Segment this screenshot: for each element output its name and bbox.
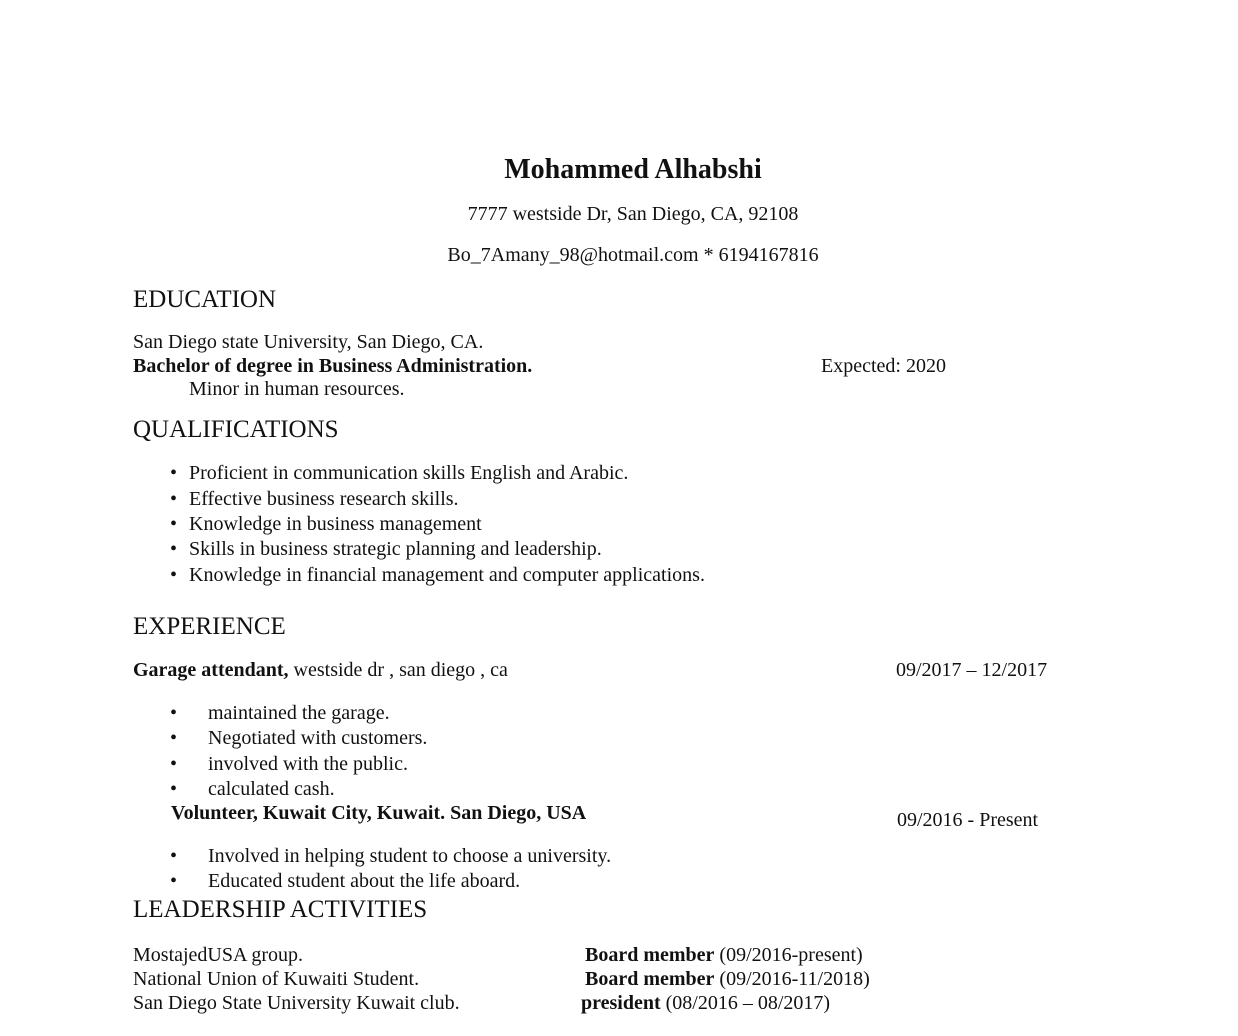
leadership-org: MostajedUSA group. xyxy=(133,944,303,966)
leadership-org: San Diego State University Kuwait club. xyxy=(133,992,460,1014)
resume-contact: Bo_7Amany_98@hotmail.com * 6194167816 xyxy=(447,244,819,266)
leadership-role-line xyxy=(581,993,830,1013)
job-duty: calculated cash. xyxy=(208,778,335,800)
bullet-dot-icon: • xyxy=(170,753,178,775)
job-title: Volunteer, Kuwait City, Kuwait. San Diego, USA xyxy=(171,802,587,824)
leadership-role: president xyxy=(581,992,661,1014)
qualification-item: Proficient in communication skills English and Arabic. xyxy=(189,462,629,484)
job-duty: involved with the public. xyxy=(208,753,408,775)
job-duty: maintained the garage. xyxy=(208,702,390,724)
bullet-dot-icon: • xyxy=(170,462,178,484)
leadership-dates: (08/2016 – 08/2017) xyxy=(660,992,831,1014)
bullet-dot-icon: • xyxy=(170,488,178,510)
bullet-dot-icon: • xyxy=(170,513,178,535)
experience-heading: EXPERIENCE xyxy=(133,613,286,640)
leadership-role-line xyxy=(585,969,870,989)
bullet-dot-icon: • xyxy=(170,870,178,892)
job-duty: Negotiated with customers. xyxy=(208,727,428,749)
leadership-org: National Union of Kuwaiti Student. xyxy=(133,968,420,990)
job-title-line xyxy=(133,660,508,680)
education-minor: Minor in human resources. xyxy=(189,378,405,400)
qualifications-heading: QUALIFICATIONS xyxy=(133,416,339,443)
bullet-dot-icon: • xyxy=(170,778,178,800)
education-degree: Bachelor of degree in Business Administration. xyxy=(133,355,533,377)
job-title: Garage attendant, xyxy=(133,659,289,681)
job-dates: 09/2017 – 12/2017 xyxy=(896,659,1048,681)
job-dates: 09/2016 - Present xyxy=(897,809,1039,831)
leadership-dates: (09/2016-present) xyxy=(714,944,863,966)
bullet-dot-icon: • xyxy=(170,702,178,724)
qualification-item: Skills in business strategic planning and leadership. xyxy=(189,538,602,560)
education-heading: EDUCATION xyxy=(133,286,277,313)
leadership-role: Board member xyxy=(585,968,715,990)
qualification-item: Effective business research skills. xyxy=(189,488,459,510)
education-school: San Diego state University, San Diego, CA. xyxy=(133,331,484,353)
resume-address: 7777 westside Dr, San Diego, CA, 92108 xyxy=(467,203,799,225)
qualification-item: Knowledge in financial management and computer applications. xyxy=(189,564,705,586)
leadership-role: Board member xyxy=(585,944,715,966)
job-duty: Educated student about the life aboard. xyxy=(208,870,521,892)
bullet-dot-icon: • xyxy=(170,727,178,749)
qualification-item: Knowledge in business management xyxy=(189,513,482,535)
education-expected: Expected: 2020 xyxy=(821,355,946,377)
bullet-dot-icon: • xyxy=(170,564,178,586)
leadership-heading: LEADERSHIP ACTIVITIES xyxy=(133,896,428,923)
bullet-dot-icon: • xyxy=(170,538,178,560)
job-duty: Involved in helping student to choose a university. xyxy=(208,845,612,867)
bullet-dot-icon: • xyxy=(170,845,178,867)
leadership-role-line xyxy=(585,945,863,965)
resume-name: Mohammed Alhabshi xyxy=(504,154,762,185)
job-location: westside dr , san diego , ca xyxy=(288,659,508,681)
leadership-dates: (09/2016-11/2018) xyxy=(714,968,870,990)
